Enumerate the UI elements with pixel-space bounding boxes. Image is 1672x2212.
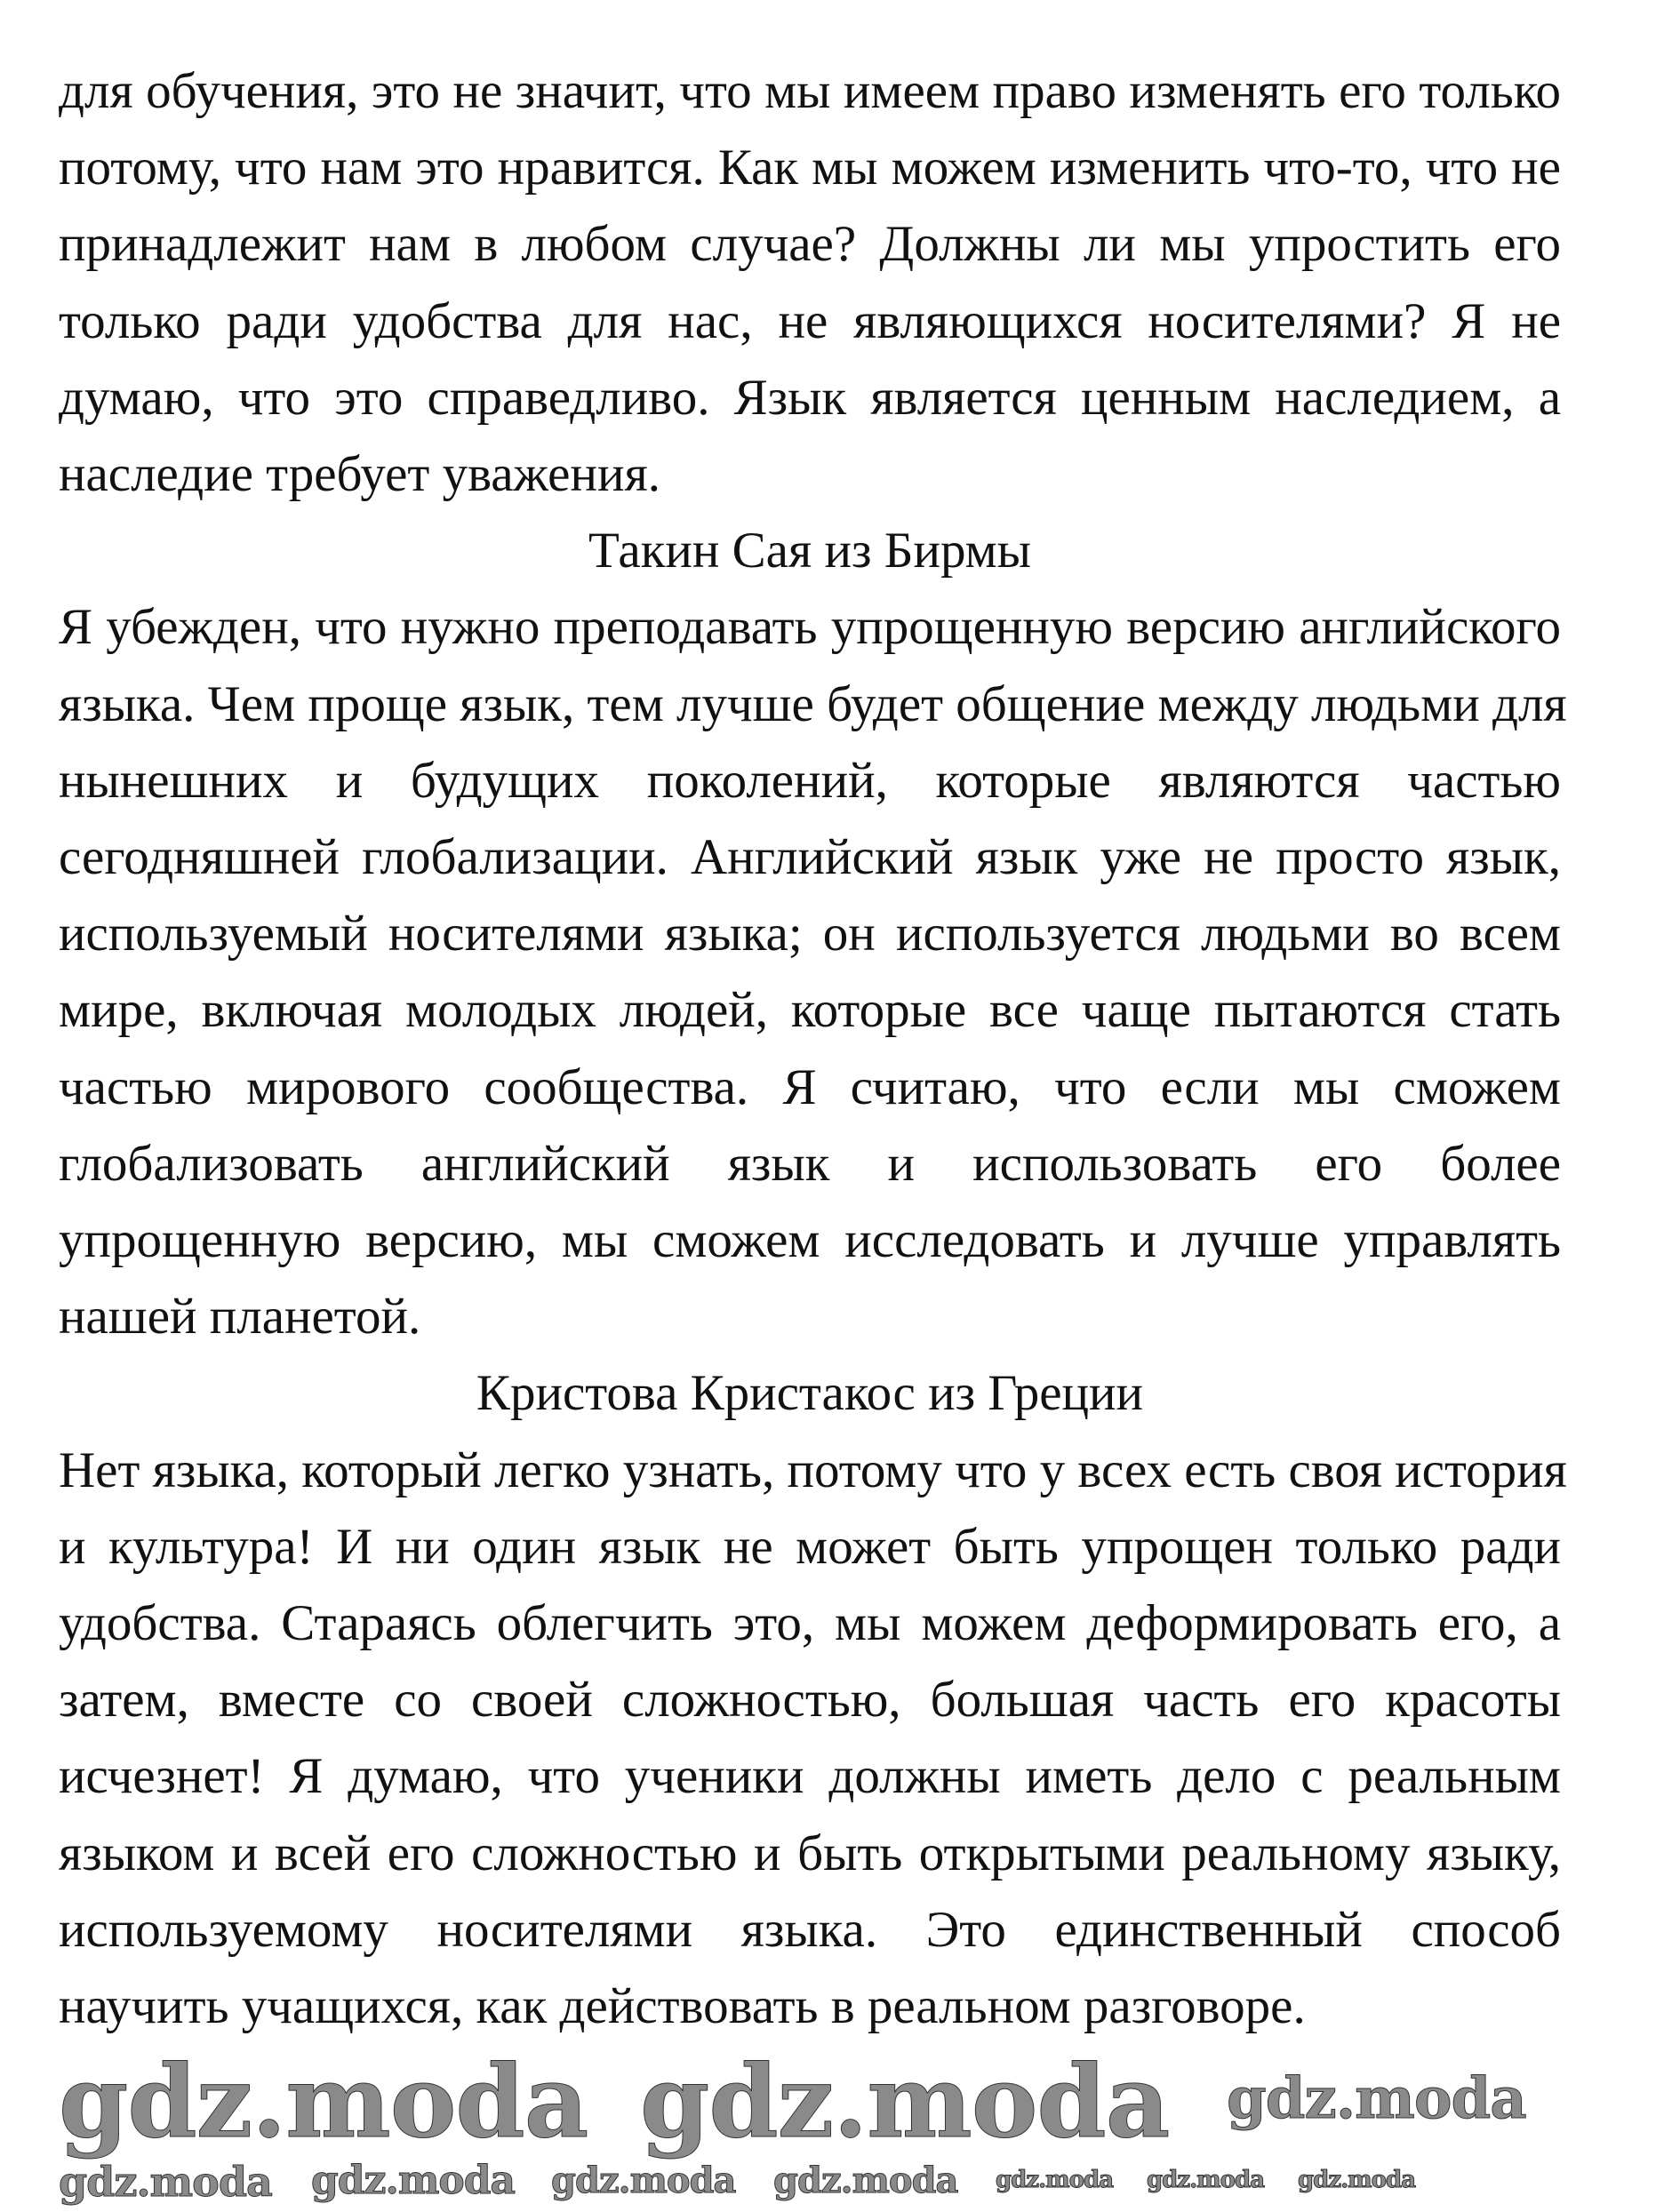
paragraph-line: наследие требует уважения.: [59, 446, 660, 502]
author-caption: Такин Сая из Бирмы: [588, 523, 1031, 579]
watermark: gdz.moda: [311, 2158, 516, 2203]
paragraph-line: мире, включая молодых людей, которые все чаще пытаются стать: [59, 982, 1561, 1039]
paragraph-line: используемый носителями языка; он используется людьми во всем: [59, 906, 1561, 962]
paragraph-line: удобства. Стараясь облегчить это, мы можем деформировать его, а: [59, 1595, 1561, 1651]
paragraph-line: научить учащихся, как действовать в реальном разговоре.: [59, 1978, 1306, 2034]
paragraph-line: частью мирового сообщества. Я считаю, что если мы сможем: [59, 1058, 1561, 1115]
watermark: gdz.moda: [1147, 2167, 1265, 2193]
watermark: gdz.moda: [59, 2044, 588, 2160]
paragraph-line: только ради удобства для нас, не являющихся носителями? Я не: [59, 292, 1561, 349]
paragraph-line: используемому носителями языка. Это единственный способ: [59, 1901, 1561, 1958]
paragraph-line: нынешних и будущих поколений, которые являются частью: [59, 752, 1561, 809]
paragraph-line: исчезнет! Я думаю, что ученики должны иметь дело с реальным: [59, 1748, 1561, 1805]
paragraph-line: нашей планетой.: [59, 1289, 421, 1346]
watermark: gdz.moda: [1227, 2065, 1526, 2132]
paragraph-line: затем, вместе со своей сложностью, большая часть его красоты: [59, 1672, 1561, 1729]
author-caption: Кристова Кристакос из Греции: [476, 1365, 1144, 1422]
paragraph-line: принадлежит нам в любом случае? Должны ли мы упростить его: [59, 216, 1561, 273]
watermark: gdz.moda: [640, 2044, 1170, 2160]
watermark: gdz.moda: [773, 2160, 958, 2201]
watermark: gdz.moda: [59, 2158, 272, 2206]
watermark: gdz.moda: [996, 2167, 1114, 2193]
watermark: gdz.moda: [1298, 2167, 1416, 2193]
paragraph-line: и культура! И ни один язык не может быть упрощен только ради: [59, 1518, 1561, 1575]
paragraph-line: упрощенную версию, мы сможем исследовать и лучше управлять: [59, 1212, 1561, 1268]
paragraph-line: сегодняшней глобализации. Английский язык уже не просто язык,: [59, 829, 1561, 885]
paragraph-line: языка. Чем проще язык, тем лучше будет общение между людьми для: [59, 675, 1567, 732]
paragraph-line: для обучения, это не значит, что мы имеем право изменять его только: [59, 63, 1561, 119]
paragraph-line: Нет языка, который легко узнать, потому что у всех есть своя история: [59, 1441, 1567, 1498]
watermark: gdz.moda: [551, 2160, 736, 2201]
paragraph-line: потому, что нам это нравится. Как мы можем изменить что-то, что не: [59, 140, 1561, 196]
paragraph-line: Я убежден, что нужно преподавать упрощенную версию английского: [59, 599, 1561, 656]
paragraph-line: думаю, что это справедливо. Язык является ценным наследием, а: [59, 369, 1561, 426]
paragraph-line: языком и всей его сложностью и быть открытыми реальному языку,: [59, 1825, 1561, 1881]
paragraph-line: глобализовать английский язык и использовать его более: [59, 1135, 1561, 1192]
